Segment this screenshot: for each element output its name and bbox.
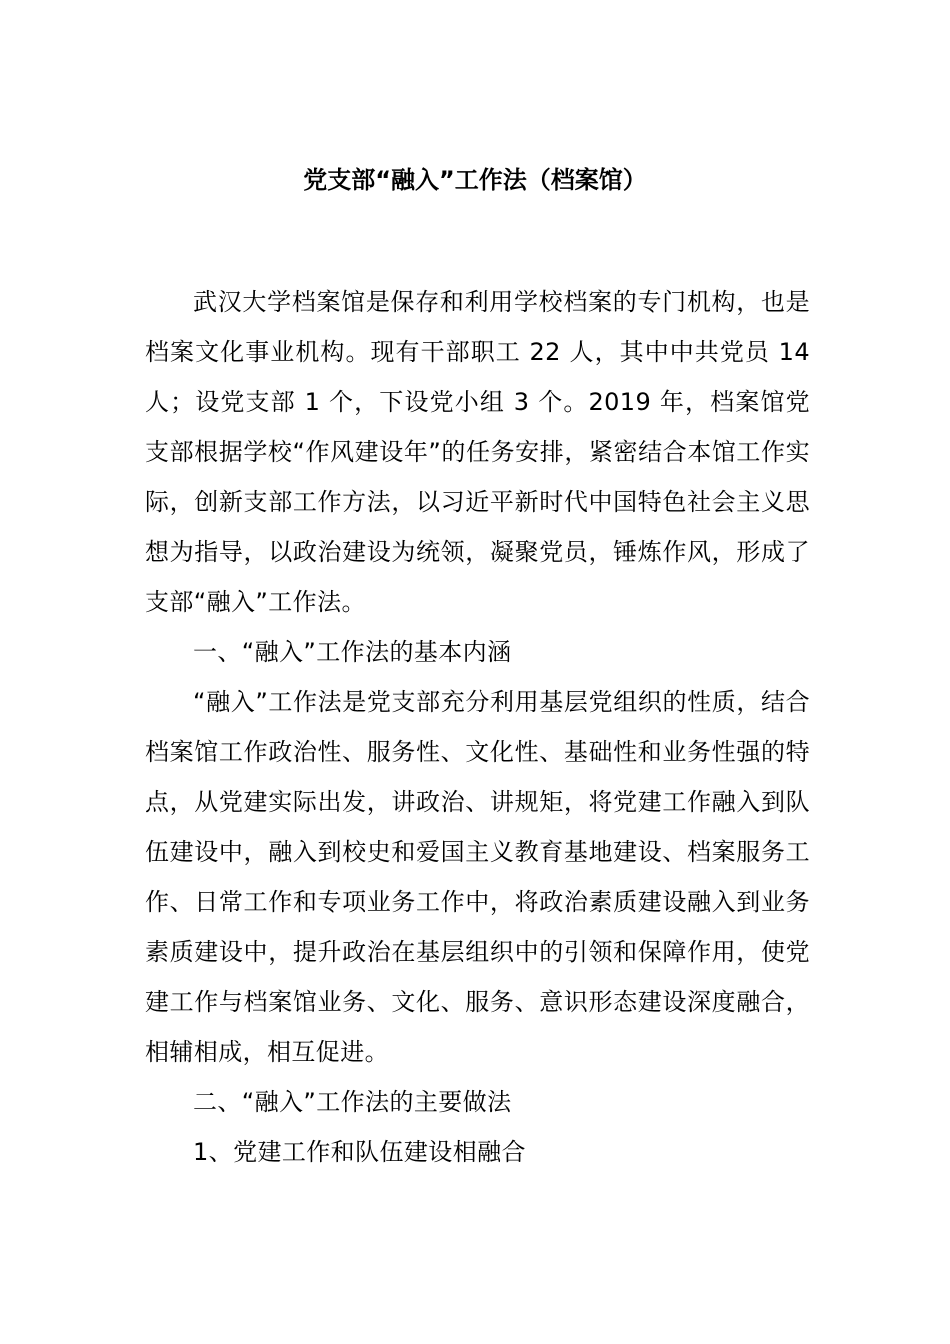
paragraph-connotation: “融入”工作法是党支部充分利用基层党组织的性质，结合档案馆工作政治性、服务性、文化性、基础性和业务性强的特点，从党建实际出发，讲政治、讲规矩，将党建工作融入到队伍建设中，融入到校史和爱国主义教育基地建设、档案服务工作、日常工作和专项业务工作中，将政治素质建设融入到业务素质建设中，提升政治在基层组织中的引领和保障作用，使党建工作与档案馆业务、文化、服务、意识形态建设深度融合，相辅相成，相互促进。 <box>145 688 810 1066</box>
document-body <box>145 277 810 1177</box>
document-title: 党支部“融入”工作法（档案馆） <box>303 166 647 194</box>
section-heading-2: 二、“融入”工作法的主要做法 <box>193 1088 512 1116</box>
subsection-heading-1: 1、党建工作和队伍建设相融合 <box>193 1138 526 1166</box>
section-heading-1: 一、“融入”工作法的基本内涵 <box>193 638 512 666</box>
paragraph-intro: 武汉大学档案馆是保存和利用学校档案的专门机构，也是档案文化事业机构。现有干部职工 22 人，其中中共党员 14 人；设党支部 1 个，下设党小组 3 个。2019 年，档案馆党支部根据学校“作风建设年”的任务安排，紧密结合本馆工作实际，创新支部工作方法，以习近平新时代中国特色社会主义思想为指导，以政治建设为统领，凝聚党员，锤炼作风，形成了支部“融入”工作法。 <box>145 288 810 616</box>
